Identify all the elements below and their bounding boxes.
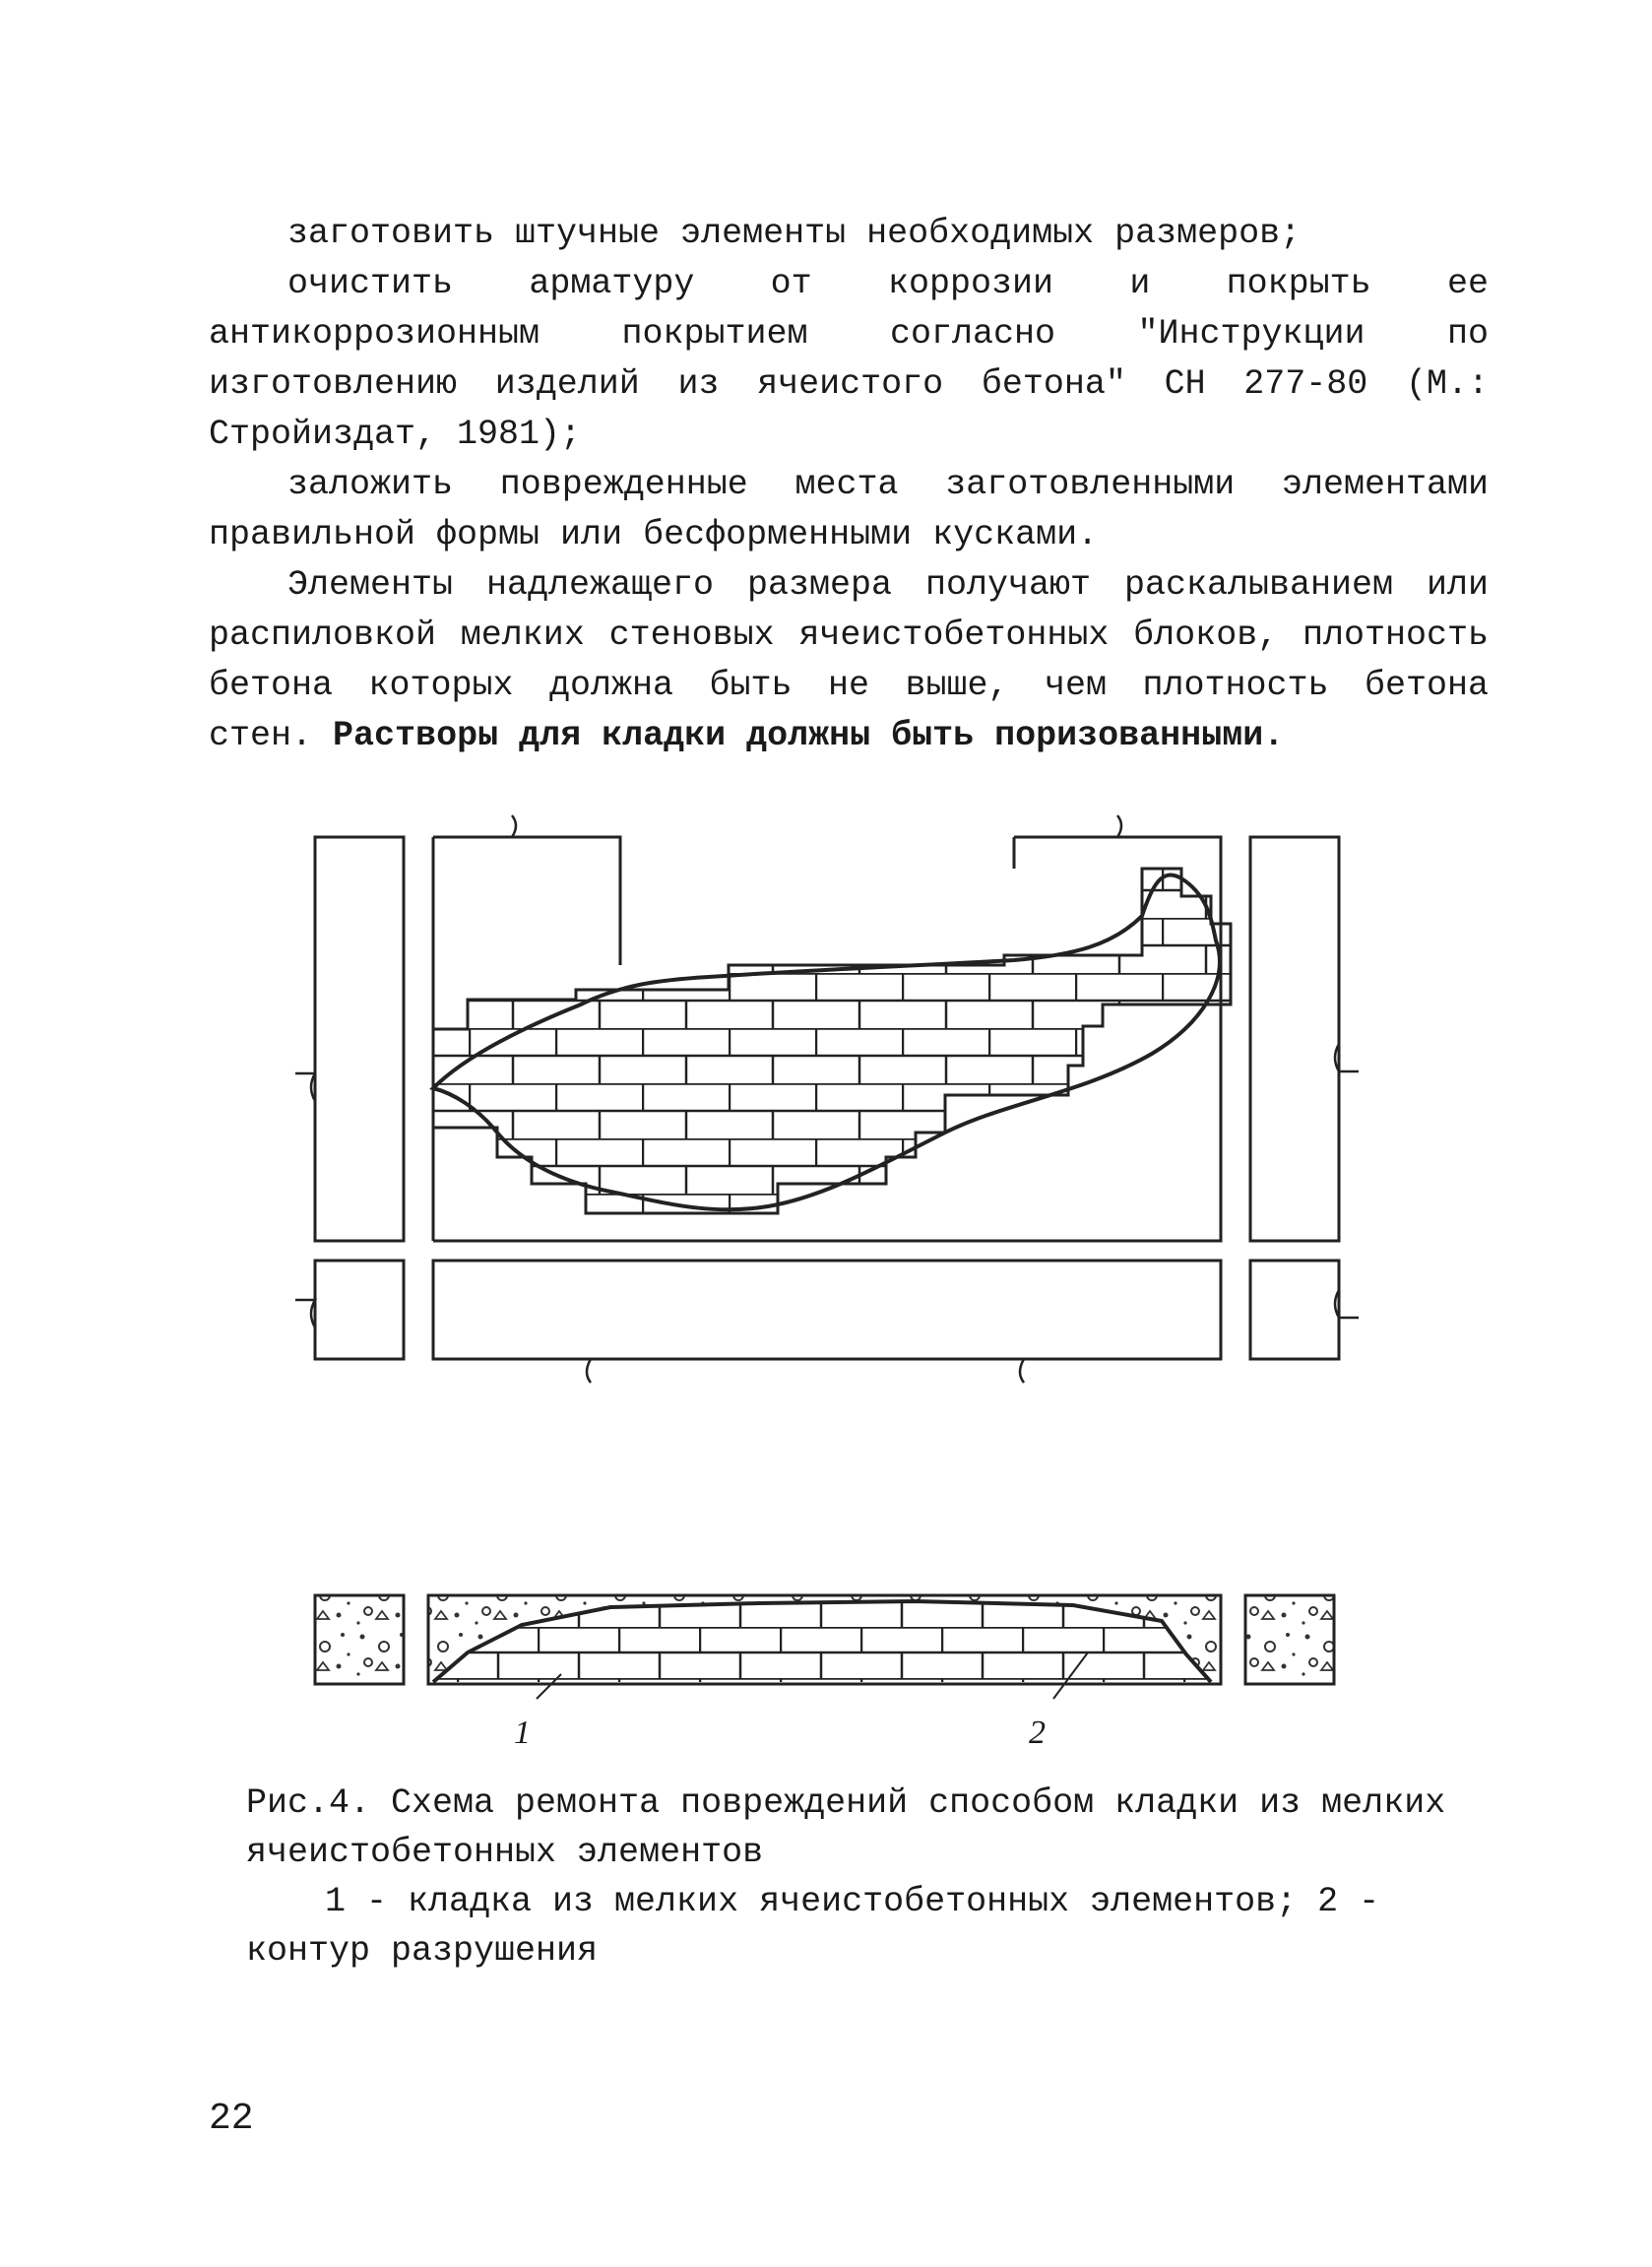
- right-lintel: [1250, 1261, 1339, 1359]
- paragraph-1: заготовить штучные элементы необходимых размеров;: [287, 214, 1302, 253]
- body-text: [209, 209, 1489, 761]
- section-left-pier: [315, 1595, 404, 1684]
- left-lintel-break-mark: [295, 1300, 315, 1328]
- section-right-pier: [1245, 1595, 1334, 1684]
- floor-slab: [433, 1261, 1221, 1359]
- paragraph-4-emphasis: Растворы для кладки должны быть поризованными.: [333, 716, 1285, 755]
- slab-break-mark-left: [587, 1359, 591, 1383]
- top-break-mark-right: [1117, 815, 1121, 837]
- wall-elevation: [295, 815, 1359, 1383]
- top-break-mark-left: [512, 815, 516, 837]
- paragraph-4-text: Элементы надлежащего размера получают раскалыванием или распиловкой мелких стеновых ячеистобетонных блоков, плотность бетона которых должна быть не выше, чем плотность бетона стен.: [209, 565, 1489, 755]
- caption-legend: 1 - кладка из мелких ячеистобетонных элементов; 2 - контур разрушения: [246, 1882, 1380, 1971]
- page-number: 22: [209, 2098, 254, 2140]
- left-pier: [315, 837, 404, 1241]
- left-lintel: [315, 1261, 404, 1359]
- right-pier: [1250, 837, 1339, 1241]
- brick-infill: [433, 867, 1240, 1221]
- paragraph-3: заложить поврежденные места заготовленными элементами правильной формы или бесформенными кусками.: [209, 465, 1489, 554]
- wall-section: [315, 1595, 1334, 1751]
- slab-break-mark-right: [1020, 1359, 1024, 1383]
- figure-caption: [246, 1779, 1467, 1976]
- caption-title: Рис.4. Схема ремонта повреждений способом кладки из мелких ячеистобетонных элементов: [246, 1783, 1446, 1872]
- paragraph-2: очистить арматуру от коррозии и покрыть ее антикоррозионным покрытием согласно "Инструкции по изготовлению изделий из ячеистого бетона" СН 277-80 (М.: Стройиздат, 1981);: [209, 264, 1489, 454]
- left-pier-break-mark: [295, 1073, 315, 1101]
- paragraph-4: [209, 560, 1489, 761]
- label-2: 2: [1029, 1715, 1046, 1751]
- label-1: 1: [514, 1715, 531, 1751]
- repair-diagram: [295, 808, 1378, 1773]
